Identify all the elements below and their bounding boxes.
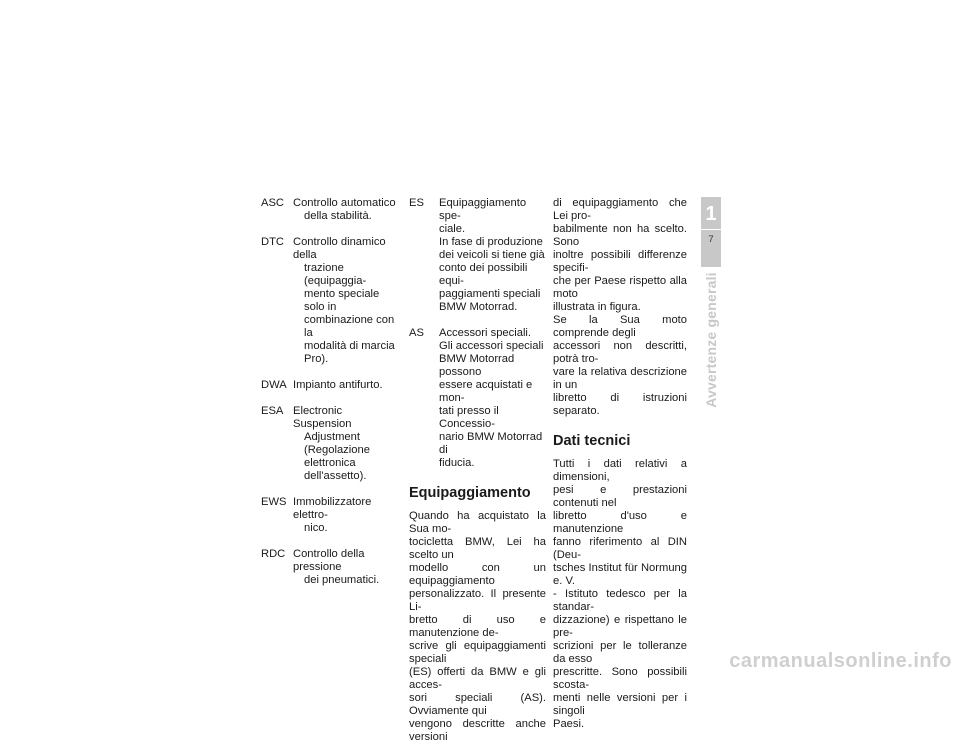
abbreviation-entry bbox=[409, 327, 546, 470]
description-line: dei pneumatici. bbox=[304, 574, 380, 586]
description-line: BMW Motorrad possono bbox=[439, 353, 515, 378]
text-line: libretto di istruzioni separato. bbox=[553, 392, 687, 417]
text-line: tsches Institut für Normung e. V. bbox=[553, 562, 687, 587]
text-line: bretto di uso e manutenzione de- bbox=[409, 614, 546, 639]
text-line: illustrata in figura. bbox=[553, 301, 641, 313]
abbreviation-code: DWA bbox=[261, 379, 287, 391]
text-line: modello con un equipaggiamento bbox=[409, 562, 546, 587]
text-line: Paesi. bbox=[553, 718, 585, 730]
description-line: dei veicoli si tiene già bbox=[439, 249, 545, 261]
description-line: Adjustment (Regolazione bbox=[304, 431, 370, 456]
description-line: essere acquistati e mon- bbox=[439, 379, 533, 404]
text-line: Quando ha acquistato la Sua mo- bbox=[409, 510, 546, 535]
description-line: Equipaggiamento spe- bbox=[439, 197, 527, 222]
text-line: menti nelle versioni per i singoli bbox=[553, 692, 687, 717]
abbreviation-code: AS bbox=[409, 327, 424, 339]
text-line: dizzazione) e rispettano le pre- bbox=[553, 614, 687, 639]
abbreviation-description bbox=[293, 405, 396, 483]
middle-column bbox=[409, 197, 546, 744]
description-line: Controllo della pressione bbox=[293, 548, 365, 573]
description-line: modalità di marcia Pro). bbox=[304, 340, 395, 365]
description-line: paggiamenti speciali bbox=[439, 288, 541, 300]
description-line: In fase di produzione bbox=[439, 236, 543, 248]
description-line: tati presso il Concessio- bbox=[439, 405, 499, 430]
text-line: Se la Sua moto comprende degli bbox=[553, 314, 687, 339]
abbreviation-entry bbox=[261, 236, 396, 366]
text-line: pesi e prestazioni contenuti nel bbox=[553, 484, 687, 509]
text-line: sori speciali (AS). Ovviamente qui bbox=[409, 692, 546, 717]
page-number: 7 bbox=[708, 234, 714, 245]
description-line: Controllo automatico bbox=[293, 197, 396, 209]
tab-divider bbox=[701, 229, 721, 230]
description-line: fiducia. bbox=[439, 457, 475, 469]
text-line: personalizzato. Il presente Li- bbox=[409, 588, 546, 613]
dati-tecnici-heading: Dati tecnici bbox=[553, 433, 631, 449]
description-line: Electronic Suspension bbox=[293, 405, 352, 430]
text-line: di equipaggiamento che Lei pro- bbox=[553, 197, 687, 222]
abbreviation-code: ES bbox=[409, 197, 424, 209]
abbreviations-column bbox=[261, 197, 396, 600]
description-line: trazione (equipaggia- bbox=[304, 262, 367, 287]
text-line: (ES) offerti da BMW e gli acces- bbox=[409, 666, 546, 691]
abbreviation-code: DTC bbox=[261, 236, 284, 248]
equipaggiamento-paragraph bbox=[409, 510, 546, 744]
watermark: carmanualsonline.info bbox=[729, 650, 952, 672]
text-line: scrizioni per le tolleranze da esso bbox=[553, 640, 687, 665]
description-line: combinazione con la bbox=[304, 314, 395, 339]
abbreviation-description bbox=[293, 548, 396, 587]
equipaggiamento-heading: Equipaggiamento bbox=[409, 485, 531, 501]
description-line: Immobilizzatore elettro- bbox=[293, 496, 372, 521]
equipment-continuation-paragraph bbox=[553, 197, 687, 418]
abbreviation-code: ESA bbox=[261, 405, 284, 417]
abbreviation-entry bbox=[261, 405, 396, 483]
text-line: vengono descritte anche versioni bbox=[409, 718, 546, 743]
text-line: vare la relativa descrizione in un bbox=[553, 366, 687, 391]
abbreviation-description bbox=[293, 197, 396, 223]
abbreviation-description bbox=[439, 327, 546, 470]
text-line: prescritte. Sono possibili scosta- bbox=[553, 666, 687, 691]
description-line: Impianto antifurto. bbox=[293, 379, 383, 391]
text-line: inoltre possibili differenze specifi- bbox=[553, 249, 687, 274]
abbreviation-code: ASC bbox=[261, 197, 285, 209]
description-line: della stabilità. bbox=[304, 210, 372, 222]
abbreviation-entry bbox=[261, 548, 396, 587]
abbreviation-entry bbox=[409, 197, 546, 314]
abbreviations-list-2 bbox=[409, 197, 546, 470]
right-column bbox=[553, 197, 687, 731]
abbreviation-description bbox=[293, 496, 396, 535]
chapter-number: 1 bbox=[705, 203, 717, 225]
abbreviation-entry bbox=[261, 496, 396, 535]
text-line: fanno riferimento al DIN (Deu- bbox=[553, 536, 687, 561]
description-line: BMW Motorrad. bbox=[439, 301, 518, 313]
chapter-side-title: Avvertenze generali bbox=[703, 272, 719, 408]
text-line: - Istituto tedesco per la standar- bbox=[553, 588, 687, 613]
abbreviation-description bbox=[293, 236, 396, 366]
abbreviation-code: EWS bbox=[261, 496, 287, 508]
text-line: Tutti i dati relativi a dimensioni, bbox=[553, 458, 687, 483]
abbreviation-description bbox=[439, 197, 546, 314]
dati-tecnici-paragraph bbox=[553, 458, 687, 731]
description-line: Gli accessori speciali bbox=[439, 340, 544, 352]
description-line: conto dei possibili equi- bbox=[439, 262, 528, 287]
text-line: che per Paese rispetto alla moto bbox=[553, 275, 687, 300]
abbreviation-entry bbox=[261, 197, 396, 223]
description-line: Accessori speciali. bbox=[439, 327, 532, 339]
description-line: elettronica dell'assetto). bbox=[304, 457, 367, 482]
description-line: ciale. bbox=[439, 223, 466, 235]
text-line: tocicletta BMW, Lei ha scelto un bbox=[409, 536, 546, 561]
chapter-tab bbox=[701, 197, 721, 267]
description-line: mento speciale solo in bbox=[304, 288, 380, 313]
description-line: nico. bbox=[304, 522, 328, 534]
text-line: accessori non descritti, potrà tro- bbox=[553, 340, 687, 365]
text-line: scrive gli equipaggiamenti speciali bbox=[409, 640, 546, 665]
abbreviation-description bbox=[293, 379, 396, 392]
description-line: nario BMW Motorrad di bbox=[439, 431, 543, 456]
text-line: babilmente non ha scelto. Sono bbox=[553, 223, 687, 248]
description-line: Controllo dinamico della bbox=[293, 236, 386, 261]
abbreviation-code: RDC bbox=[261, 548, 286, 560]
text-line: libretto d'uso e manutenzione bbox=[553, 510, 687, 535]
abbreviation-entry bbox=[261, 379, 396, 392]
